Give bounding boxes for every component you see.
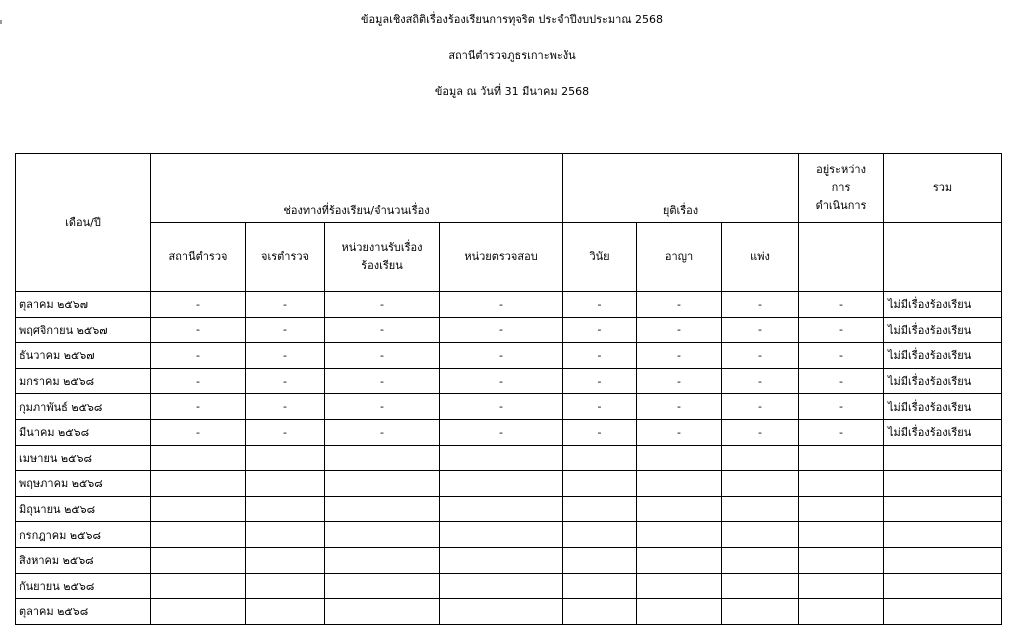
value-cell: - bbox=[246, 317, 325, 343]
value-cell bbox=[440, 547, 563, 573]
value-cell: - bbox=[799, 368, 884, 394]
month-cell: กรกฎาคม ๒๕๖๘ bbox=[16, 522, 151, 548]
value-cell: - bbox=[151, 343, 246, 369]
value-cell: - bbox=[246, 343, 325, 369]
value-cell: - bbox=[440, 394, 563, 420]
value-cell bbox=[637, 599, 722, 625]
value-cell bbox=[325, 522, 440, 548]
value-cell bbox=[563, 522, 637, 548]
value-cell bbox=[637, 573, 722, 599]
value-cell: - bbox=[563, 419, 637, 445]
value-cell: - bbox=[563, 394, 637, 420]
value-cell: - bbox=[151, 317, 246, 343]
value-cell: - bbox=[722, 317, 799, 343]
total-cell: ไม่มีเรื่องร้องเรียน bbox=[884, 317, 1002, 343]
value-cell bbox=[799, 522, 884, 548]
value-cell bbox=[799, 573, 884, 599]
value-cell: - bbox=[637, 368, 722, 394]
month-cell: พฤศจิกายน ๒๕๖๗ bbox=[16, 317, 151, 343]
value-cell bbox=[151, 522, 246, 548]
value-cell bbox=[799, 471, 884, 497]
value-cell bbox=[151, 573, 246, 599]
header-complaint-unit: หน่วยงานรับเรื่อง ร้องเรียน bbox=[325, 223, 440, 292]
header-audit-unit: หน่วยตรวจสอบ bbox=[440, 223, 563, 292]
month-cell: มิถุนายน ๒๕๖๘ bbox=[16, 496, 151, 522]
value-cell: - bbox=[563, 343, 637, 369]
header-channels: ช่องทางที่ร้องเรียน/จำนวนเรื่อง bbox=[151, 154, 563, 223]
month-cell: มีนาคม ๒๕๖๘ bbox=[16, 419, 151, 445]
value-cell bbox=[440, 599, 563, 625]
table-row bbox=[16, 317, 1002, 343]
value-cell bbox=[722, 522, 799, 548]
value-cell: - bbox=[563, 368, 637, 394]
table-row bbox=[16, 445, 1002, 471]
total-cell bbox=[884, 496, 1002, 522]
value-cell: - bbox=[246, 292, 325, 318]
value-cell: - bbox=[637, 419, 722, 445]
total-cell: ไม่มีเรื่องร้องเรียน bbox=[884, 419, 1002, 445]
total-cell bbox=[884, 573, 1002, 599]
value-cell: - bbox=[799, 317, 884, 343]
value-cell bbox=[440, 471, 563, 497]
month-cell: กุมภาพันธ์ ๒๕๖๘ bbox=[16, 394, 151, 420]
value-cell bbox=[563, 445, 637, 471]
total-cell bbox=[884, 599, 1002, 625]
complaint-statistics-table bbox=[15, 153, 1002, 625]
value-cell: - bbox=[325, 292, 440, 318]
value-cell: - bbox=[799, 292, 884, 318]
value-cell: - bbox=[246, 368, 325, 394]
month-cell: สิงหาคม ๒๕๖๘ bbox=[16, 547, 151, 573]
value-cell bbox=[325, 599, 440, 625]
month-cell: มกราคม ๒๕๖๘ bbox=[16, 368, 151, 394]
total-cell: ไม่มีเรื่องร้องเรียน bbox=[884, 394, 1002, 420]
value-cell bbox=[246, 522, 325, 548]
value-cell bbox=[563, 496, 637, 522]
value-cell bbox=[325, 471, 440, 497]
header-in-progress: อยู่ระหว่าง การ ดำเนินการ bbox=[799, 154, 884, 223]
value-cell bbox=[246, 599, 325, 625]
value-cell: - bbox=[325, 343, 440, 369]
table-row bbox=[16, 368, 1002, 394]
value-cell: - bbox=[325, 368, 440, 394]
month-cell: กันยายน ๒๕๖๘ bbox=[16, 573, 151, 599]
header-civil: แพ่ง bbox=[722, 223, 799, 292]
value-cell: - bbox=[799, 394, 884, 420]
total-cell: ไม่มีเรื่องร้องเรียน bbox=[884, 343, 1002, 369]
value-cell bbox=[799, 445, 884, 471]
value-cell bbox=[440, 522, 563, 548]
table-row bbox=[16, 292, 1002, 318]
table-row bbox=[16, 573, 1002, 599]
value-cell bbox=[246, 573, 325, 599]
header-resolved: ยุติเรื่อง bbox=[563, 154, 799, 223]
value-cell: - bbox=[722, 343, 799, 369]
value-cell: - bbox=[722, 292, 799, 318]
value-cell bbox=[151, 496, 246, 522]
table-row bbox=[16, 471, 1002, 497]
table-row bbox=[16, 419, 1002, 445]
value-cell: - bbox=[799, 343, 884, 369]
station-name: สถานีตำรวจภูธรเกาะพะงัน bbox=[448, 49, 576, 62]
value-cell bbox=[722, 471, 799, 497]
header-total: รวม bbox=[884, 154, 1002, 223]
value-cell: - bbox=[722, 394, 799, 420]
value-cell: - bbox=[325, 394, 440, 420]
value-cell bbox=[637, 522, 722, 548]
header-month: เดือน/ปี bbox=[16, 154, 151, 292]
total-cell: ไม่มีเรื่องร้องเรียน bbox=[884, 292, 1002, 318]
total-cell: ไม่มีเรื่องร้องเรียน bbox=[884, 368, 1002, 394]
month-cell: เมษายน ๒๕๖๘ bbox=[16, 445, 151, 471]
value-cell: - bbox=[246, 419, 325, 445]
value-cell bbox=[151, 445, 246, 471]
value-cell: - bbox=[637, 394, 722, 420]
value-cell bbox=[637, 496, 722, 522]
month-cell: ตุลาคม ๒๕๖๗ bbox=[16, 292, 151, 318]
value-cell: - bbox=[151, 368, 246, 394]
value-cell: - bbox=[722, 368, 799, 394]
value-cell bbox=[246, 471, 325, 497]
value-cell bbox=[722, 496, 799, 522]
value-cell: - bbox=[151, 419, 246, 445]
value-cell bbox=[325, 496, 440, 522]
value-cell bbox=[637, 471, 722, 497]
value-cell bbox=[151, 471, 246, 497]
total-cell bbox=[884, 522, 1002, 548]
month-cell: ตุลาคม ๒๕๖๘ bbox=[16, 599, 151, 625]
value-cell: - bbox=[440, 292, 563, 318]
value-cell: - bbox=[440, 368, 563, 394]
value-cell bbox=[563, 471, 637, 497]
value-cell bbox=[325, 445, 440, 471]
table-row bbox=[16, 394, 1002, 420]
value-cell bbox=[563, 573, 637, 599]
value-cell: - bbox=[637, 343, 722, 369]
as-of-date: ข้อมูล ณ วันที่ 31 มีนาคม 2568 bbox=[434, 85, 590, 98]
total-cell bbox=[884, 471, 1002, 497]
value-cell bbox=[325, 547, 440, 573]
value-cell bbox=[722, 445, 799, 471]
value-cell: - bbox=[246, 394, 325, 420]
value-cell bbox=[722, 547, 799, 573]
value-cell bbox=[246, 445, 325, 471]
value-cell bbox=[722, 573, 799, 599]
month-cell: ธันวาคม ๒๕๖๗ bbox=[16, 343, 151, 369]
table-row bbox=[16, 522, 1002, 548]
value-cell: - bbox=[151, 292, 246, 318]
value-cell bbox=[325, 573, 440, 599]
value-cell: - bbox=[799, 419, 884, 445]
value-cell: - bbox=[440, 317, 563, 343]
value-cell bbox=[151, 547, 246, 573]
total-cell bbox=[884, 445, 1002, 471]
table-row bbox=[16, 547, 1002, 573]
header-total-empty bbox=[884, 223, 1002, 292]
header-discipline: วินัย bbox=[563, 223, 637, 292]
value-cell: - bbox=[325, 317, 440, 343]
value-cell: - bbox=[440, 419, 563, 445]
value-cell bbox=[799, 496, 884, 522]
value-cell bbox=[563, 547, 637, 573]
month-cell: พฤษภาคม ๒๕๖๘ bbox=[16, 471, 151, 497]
value-cell bbox=[637, 547, 722, 573]
value-cell bbox=[440, 496, 563, 522]
value-cell bbox=[799, 547, 884, 573]
value-cell bbox=[799, 599, 884, 625]
value-cell: - bbox=[637, 317, 722, 343]
value-cell: - bbox=[637, 292, 722, 318]
value-cell bbox=[563, 599, 637, 625]
value-cell bbox=[151, 599, 246, 625]
document-title: ข้อมูลเชิงสถิติเรื่องร้องเรียนการทุจริต ประจำปีงบประมาณ 2568 bbox=[360, 13, 664, 26]
header-station: สถานีตำรวจ bbox=[151, 223, 246, 292]
value-cell: - bbox=[151, 394, 246, 420]
value-cell: - bbox=[722, 419, 799, 445]
table-row bbox=[16, 599, 1002, 625]
table-row bbox=[16, 496, 1002, 522]
table-row bbox=[16, 343, 1002, 369]
value-cell bbox=[440, 573, 563, 599]
header-criminal: อาญา bbox=[637, 223, 722, 292]
value-cell: - bbox=[325, 419, 440, 445]
value-cell bbox=[246, 547, 325, 573]
value-cell bbox=[440, 445, 563, 471]
header-police-inspector: จเรตำรวจ bbox=[246, 223, 325, 292]
value-cell: - bbox=[563, 292, 637, 318]
total-cell bbox=[884, 547, 1002, 573]
value-cell bbox=[246, 496, 325, 522]
value-cell: - bbox=[563, 317, 637, 343]
value-cell bbox=[637, 445, 722, 471]
header-in-progress-empty bbox=[799, 223, 884, 292]
value-cell bbox=[722, 599, 799, 625]
value-cell: - bbox=[440, 343, 563, 369]
